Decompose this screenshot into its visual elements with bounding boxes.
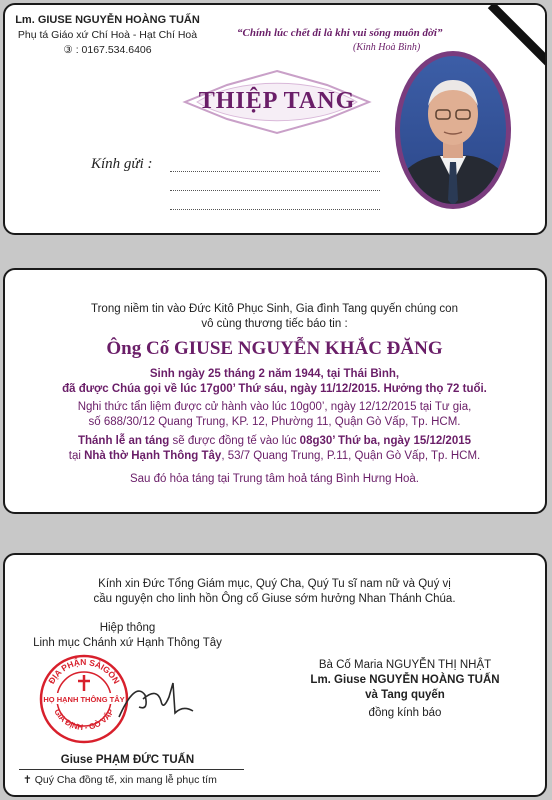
cremation-line: Sau đó hỏa táng tại Trung tâm hoả táng Bình Hưng Hoà. — [129, 473, 419, 485]
svg-text:ĐỊA PHẬN SÀIGÒN: ĐỊA PHẬN SÀIGÒN — [46, 656, 122, 686]
church-address: , 53/7 Quang Trung, P.11, Quận Gò Vấp, Tp. HCM. — [221, 450, 481, 462]
announcement-card — [3, 268, 547, 514]
closing-card — [3, 553, 547, 797]
cover-card — [3, 3, 547, 235]
death-line: đã được Chúa gọi về lúc 17g00’ Thứ sáu, ngày 11/12/2015. Hưởng thọ 72 tuổi. — [62, 383, 487, 395]
union-label: Hiệp thông — [99, 622, 156, 634]
handwritten-signature — [117, 677, 197, 727]
family-line-3: và Tang quyến — [365, 689, 445, 701]
intro-line-1: Trong niềm tin vào Đức Kitô Phục Sinh, Gia đình Tang quyến chúng con — [91, 303, 458, 315]
mass-place-line — [5, 449, 544, 464]
family-line-2: Lm. Giuse NGUYỄN HOÀNG TUẤN — [310, 674, 500, 686]
quote-source: (Kinh Hoà Bình) — [353, 42, 421, 53]
quote: “Chính lúc chết đi là khi vui sống muôn đời” — [237, 27, 443, 39]
recipient-line-1 — [170, 171, 380, 172]
recipient-line-2 — [170, 190, 380, 191]
intro-line-2: vô cùng thương tiếc báo tin : — [201, 318, 348, 330]
priest-phone: ③ : 0167.534.6406 — [63, 44, 152, 56]
place-lead: tại — [68, 450, 85, 462]
prayer-request-1: Kính xin Đức Tổng Giám mục, Quý Cha, Quý Tu sĩ nam nữ và Quý vị — [98, 578, 451, 590]
mass-label: Thánh lễ an táng — [77, 435, 170, 447]
birth-line: Sinh ngày 25 tháng 2 năm 1944, tại Thái Bình, — [149, 368, 400, 380]
family-line-4: đồng kính báo — [368, 707, 442, 719]
mass-middle: sẽ được đồng tế vào lúc — [169, 435, 300, 447]
deceased-name: Ông Cố GIUSE NGUYỄN KHẮC ĐĂNG — [106, 338, 443, 359]
priest-role: Phụ tá Giáo xứ Chí Hoà - Hạt Chí Hoà — [17, 29, 198, 41]
vestment-note: ✝ Quý Cha đồng tế, xin mang lễ phục tím — [23, 774, 217, 786]
greeting-label: Kính gửi : — [91, 156, 153, 172]
priest-name: Lm. GIUSE NGUYỄN HOÀNG TUẤN — [15, 14, 200, 26]
vigil-line-2: số 688/30/12 Quang Trung, KP. 12, Phường 11, Quận Gò Vấp, Tp. HCM. — [88, 416, 461, 428]
svg-text:HỌ HẠNH THÔNG TÂY: HỌ HẠNH THÔNG TÂY — [43, 695, 125, 704]
svg-text:GIA ĐỊNH - GÒ VẤP: GIA ĐỊNH - GÒ VẤP — [52, 707, 116, 733]
recipient-line-3 — [170, 209, 380, 210]
signer-name: Giuse PHẠM ĐỨC TUẤN — [60, 754, 195, 766]
church-name: Nhà thờ Hạnh Thông Tây — [84, 450, 222, 462]
mass-time: 08g30’ Thứ ba, ngày 15/12/2015 — [299, 435, 472, 447]
mass-line — [5, 434, 544, 449]
family-line-1: Bà Cố Maria NGUYỄN THỊ NHẬT — [318, 659, 492, 671]
page-title: THIỆP TANG — [198, 88, 356, 114]
vigil-line-1: Nghi thức tẩn liệm được cử hành vào lúc 10g00’, ngày 12/12/2015 tại Tư gia, — [77, 401, 472, 413]
parish-priest-title: Linh mục Chánh xứ Hạnh Thông Tây — [33, 637, 222, 649]
prayer-request-2: cầu nguyện cho linh hồn Ông cố Giuse sớm hưởng Nhan Thánh Chúa. — [93, 593, 456, 605]
signature-divider — [19, 769, 244, 770]
portrait-photo — [394, 50, 512, 210]
